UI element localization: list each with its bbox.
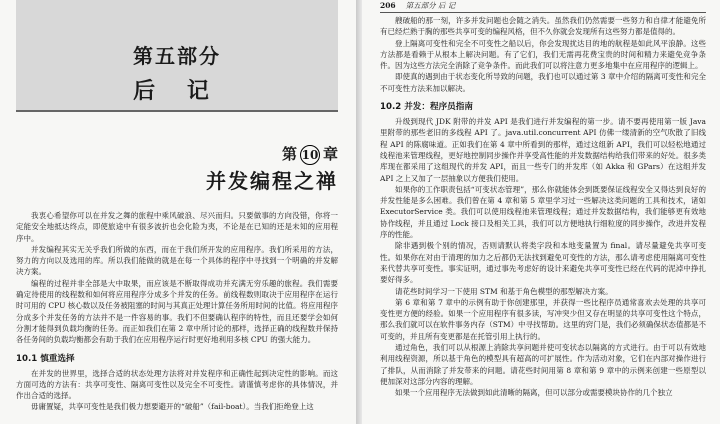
- section-paragraph: 毋庸置疑，共享可变性是我们极力想要避开的“破船”（fail-boat）。当我们拒绝登上这: [31, 402, 314, 412]
- part-header: [16, 0, 338, 112]
- running-head-text: 第五部分 后 记: [405, 1, 456, 10]
- left-body-text: [16, 210, 338, 413]
- section-paragraph: 如果一个应用程序无法做到如此清晰的隔离，但可以部分或需要模块协作的几个独立: [395, 388, 673, 398]
- part-subtitle: 后 记: [133, 78, 221, 104]
- paragraph: 即使真的遇到由于状态变化所导致的问题，我们也可以通过第 3 章中介绍的隔离可变性和完全不可变性方法来加以解决。: [380, 72, 706, 93]
- chapter-label: [282, 143, 338, 165]
- left-page: [0, 0, 356, 424]
- page-number: 206: [380, 1, 396, 10]
- chapter-number: 10: [300, 145, 320, 165]
- intro-paragraph: 编程的过程并非全部是大中取果，而应该是不断取得成功并充满无穷乐趣的旅程。我们需要确定待使用的线程数和如何将应用程序分成多个并发的任务。前线程数则取决于应用程序在运行时可用的 CPU 核心数以及任务被阻塞的时间与其真正处理计算任务所用时间的比值。将应用程序分成多个并发任务的方法并不是一件容易的事。我们不但要确认程序的特性，而且还要学会如何分割才能得到负载均衡的任务。而正如我们在第 2 章中所讨论的那样，选择正确的线程数并保持各任务间的负载均衡都会有助于我们在应用程序运行时更好地利用多核 CPU 的强大能力。: [16, 278, 338, 345]
- intro-paragraph: 并发编程其实无关乎我们所做的东西，而在于我们所开发的应用程序。我们所采用的方法，努力的方向以及选用的库。所以我们能做的就是在每一个具体的程序中寻找到一个明确的并发解决方案。: [16, 244, 338, 277]
- part-title: 第五部分: [133, 44, 221, 68]
- right-body-text: [380, 15, 706, 399]
- right-page: [362, 0, 720, 424]
- section-heading: 10.1 慎重选择: [16, 353, 75, 364]
- section-paragraph: 第 6 章和第 7 章中的示例有助于你创建那里，并获得一些比程序员通常喜欢去处理的共享可变性更方便的经验。如果一个应用程序有很多读，写冲突少但又存在明显的共享可变性这个特点，那么我们就可以在软件事务内存（STM）中寻找帮助。这里的窍门是，我们必须确保状态值都是不可变的，并且所有变更都是在托管引用上执行的。: [380, 297, 706, 341]
- chapter-prefix: 第: [281, 145, 297, 163]
- paragraph: 登上隔离可变性和完全不可变性之船以后，你会发现扰达目的地的航程是如此风平浪静。这些方法都是看赖于从根本上解决问题。有了它们，我们无需再花费宝贵的时间和精力来避免竞争条件。因为这些方法完全消除了竞争条件。而此我们可以将注意力更多地集中在应用程序的逻辑上。: [380, 38, 706, 71]
- section-paragraph: 升级到现代 JDK 附带的并发 API 是我们进行并发编程的第一步。请不要再使用第一版 Java 里附带的那些老旧的多线程 API 了。java.util.concurrent API 仿佛一缕清新的空气吹散了旧线程 API 的陈腐味道。正如我们在第 4 章中所看到的那样，通过这组新 API，我们可以轻松地通过线程池来管理线程，更好地控制同步操作并享受高性能的并发数据结构给我们带来的好处。很多类库现在都采用了这组现代的并发 API，而且一些专门的并发库（如 Akka 和 GPars）在这组并发 API 之上又加了一层抽象以方便我们使用。: [380, 117, 706, 183]
- section-paragraph: 请花些时间学习一下使用 STM 和基于角色模型的那型解决方案。: [395, 286, 613, 296]
- running-head: [380, 0, 706, 13]
- intro-paragraph: 我衷心希望你可以在并发之舞的旅程中乘风破浪、尽兴而归。只要做事的方向没错，你将一定能安全地抵达终点，即使旅途中有很多波折也会化险为夷，不论是在已知的还是未知的应用程序中。: [16, 211, 338, 243]
- section-paragraph: 除非遇到极个别的情况，否则请默认将类字段和本地变量置为 final。请尽量避免共享可变性。如果你在对由于清理的加力之后都仍无法找到避免可变性的方法，那么请考虑使用隔离可变性来代替共享可变性。事实证明，通过事先考虑好的设计来避免共享可变性已经在代码的泥淖中挣扎要好得多。: [380, 241, 706, 285]
- section-paragraph: 如果你的工作职责包括“可变状态管理”，那么你就能体会到既要保证线程安全又得达到良好的并发性能是多么困难。我们曾在第 4 章和第 5 章里学习过一些解决这类问题的工具和技术，诸如 ExecutorService 类。我们可以使用线程池来管理线程；通过并发数据结构，我们能够更有效地协作线程，并且通过 Lock 接口及相关工具，我们可以方便地执行细粒度的同步操作，改进并发程序的性能。: [380, 184, 706, 240]
- paragraph: 艘破船的那一刻，许多并发问题也会随之消失。虽然我们仍然需要一些努力和自律才能避免所有已经烂熟于胸的那些共享可变的编程风格，但不久你就会发现所有这些努力都是值得的。: [380, 16, 706, 37]
- section-paragraph: 在并发的世界里，选择合适的状态处理方法将对并发程序和正确性起到决定性的影响。而这方面可选的方法有：共享可变性、隔离可变性以及完全不可变性。请谨慎考虑你的具体情况，并作出合适的选择。: [16, 368, 338, 401]
- section-heading: 10.2 并发：程序员指南: [380, 102, 473, 113]
- chapter-title: 并发编程之禅: [206, 169, 338, 193]
- chapter-suffix: 章: [322, 145, 338, 163]
- section-paragraph: 通过角色，我们可以从根源上消除共享问题并使可变状态以隔离的方式进行。由于可以有效地利用线程资源，所以基于角色的模型具有超高的可扩展性。作为活动对象，它们在内部对操作进行了排队，从而消除了并发带来的问题。请花些时间用第 8 章和第 9 章中的示例来创建一些原型以便加深对这部分内容的理解。: [380, 343, 706, 386]
